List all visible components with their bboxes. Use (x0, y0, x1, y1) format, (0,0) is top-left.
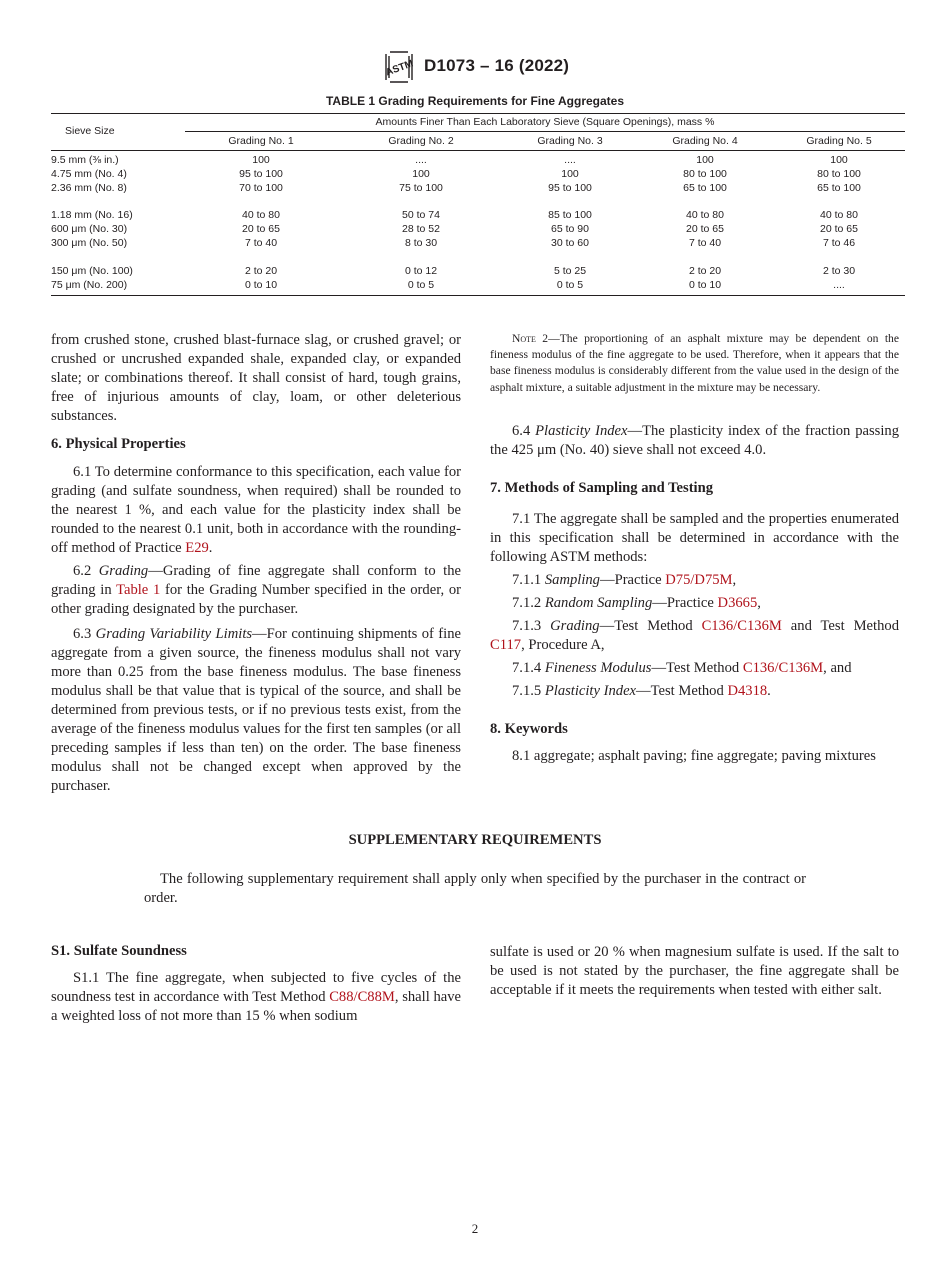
paragraph-7-1-1-end: , (732, 572, 737, 588)
value-cell: 2 to 20 (244, 265, 278, 277)
paragraph-8-1: 8.1 aggregate; asphalt paving; fine aggregate; paving mixtures (512, 748, 876, 764)
value-cell: 65 to 100 (683, 182, 727, 194)
paragraph-7-1-3 (490, 617, 899, 655)
paragraph-6-4-term: Plasticity Index (535, 423, 628, 439)
sieve-cell: 75 μm (No. 200) (51, 279, 128, 291)
value-cell: 40 to 80 (242, 209, 280, 221)
value-cell: 28 to 52 (402, 223, 440, 235)
supplementary-title: SUPPLEMENTARY REQUIREMENTS (348, 832, 602, 848)
page-number: 2 (471, 1221, 479, 1236)
value-cell: 80 to 100 (683, 168, 727, 180)
value-cell: 8 to 30 (404, 237, 438, 249)
value-cell: .... (415, 154, 427, 166)
e29-link[interactable]: E29 (185, 540, 209, 556)
paragraph-7-1-5-term: Plasticity Index (544, 683, 637, 699)
standard-designation: D1073 – 16 (2022) (424, 56, 570, 75)
sieve-cell: 2.36 mm (No. 8) (51, 182, 127, 194)
paragraph-6-2-term: Grading (98, 563, 149, 579)
value-cell: 50 to 74 (402, 209, 440, 221)
paragraph-7-1-5-number: 7.1.5 (512, 683, 545, 699)
sieve-cell: 9.5 mm (⅜ in.) (51, 154, 119, 166)
value-cell: 2 to 20 (688, 265, 722, 277)
sieve-cell: 1.18 mm (No. 16) (51, 209, 133, 221)
column-header: Grading No. 4 (672, 135, 738, 147)
paragraph-7-1-3-text: —Test Method (599, 618, 702, 634)
value-cell: 7 to 40 (244, 237, 278, 249)
column-header: Grading No. 1 (228, 135, 294, 147)
value-cell: 40 to 80 (820, 209, 858, 221)
paragraph-7-1-3-end: , Procedure A, (521, 637, 605, 653)
paragraph-6-1-text: 6.1 To determine conformance to this specification, each value for grading (and sulfate soundness, when required) shall be rounded to the nearest 1 %, and each value for the plasticity index shall be rounded to the nearest 0.1 unit, both in accordance with the rounding-off method of Practice (51, 464, 461, 556)
paragraph-7-1-4-text: —Test Method (651, 660, 743, 676)
value-cell: 80 to 100 (817, 168, 861, 180)
value-cell: 100 (412, 168, 430, 180)
sieve-cell: 300 μm (No. 50) (51, 237, 128, 249)
value-cell: 100 (252, 154, 270, 166)
column-header: Grading No. 5 (806, 135, 872, 147)
paragraph-7-1-5 (490, 682, 899, 701)
d3665-link[interactable]: D3665 (717, 595, 758, 611)
paragraph-6-3-term: Grading Variability Limits (95, 626, 253, 642)
value-cell: 95 to 100 (239, 168, 283, 180)
paragraph-7-1-4-number: 7.1.4 (512, 660, 545, 676)
table-top-rule (51, 113, 905, 114)
column-header: Grading No. 3 (537, 135, 603, 147)
sieve-size-header: Sieve Size (65, 125, 115, 137)
section-8-heading: 8. Keywords (490, 721, 568, 737)
sieve-cell: 600 μm (No. 30) (51, 223, 128, 235)
astm-logo (380, 50, 418, 84)
paragraph-7-1-5-text: —Test Method (636, 683, 728, 699)
paragraph-7-1-2-term: Random Sampling (544, 595, 653, 611)
note-2 (490, 331, 899, 396)
d75-link[interactable]: D75/D75M (665, 572, 733, 588)
value-cell: 20 to 65 (820, 223, 858, 235)
paragraph-7-1-3-mid: and Test Method (781, 618, 899, 634)
section-7-heading: 7. Methods of Sampling and Testing (490, 480, 714, 496)
paragraph-7-1-4 (490, 659, 899, 678)
value-cell: 2 to 30 (822, 265, 856, 277)
value-cell: .... (564, 154, 576, 166)
amounts-finer-header: Amounts Finer Than Each Laboratory Sieve (Square Openings), mass % (375, 116, 715, 128)
note-2-text: 2—The proportioning of an asphalt mixture may be dependent on the fineness modulus of the fine aggregate to be used. Therefore, when it appears that the base fineness modulus is considerably different from the value used in the design of the asphalt mixture, a suitable adjustment in the mixture may be necessary. (490, 332, 899, 394)
value-cell: 20 to 65 (242, 223, 280, 235)
table-1-link[interactable]: Table 1 (116, 582, 161, 598)
supplementary-intro: The following supplementary requirement shall apply only when specified by the purchaser in the contract or order. (144, 871, 806, 906)
c136-link[interactable]: C136/C136M (701, 618, 782, 634)
value-cell: 7 to 40 (688, 237, 722, 249)
value-cell: 5 to 25 (553, 265, 587, 277)
sieve-cell: 150 μm (No. 100) (51, 265, 133, 277)
table-group-rule (185, 131, 905, 132)
paragraph-7-1-3-number: 7.1.3 (512, 618, 551, 634)
continued-paragraph: from crushed stone, crushed blast-furnace slag, or crushed gravel; or crushed or uncrushed expanded shale, expanded clay, or expanded slate; or combinations thereof. It shall consist of hard, tough grains, free of injurious amounts of clay, loam, or other deleterious substances. (51, 332, 461, 424)
value-cell: 20 to 65 (686, 223, 724, 235)
paragraph-s1-1 (51, 969, 461, 1026)
paragraph-6-4-number: 6.4 (512, 423, 536, 439)
paragraph-6-4 (490, 422, 899, 460)
value-cell: 0 to 5 (407, 279, 435, 291)
paragraph-6-3 (51, 625, 461, 796)
paragraph-s1-1-text: S1.1 The fine aggregate, when subjected to five cycles of the soundness test in accordance with Test Method (51, 970, 461, 1005)
section-6-heading: 6. Physical Properties (51, 436, 186, 452)
s1-heading: S1. Sulfate Soundness (51, 943, 187, 959)
paragraph-7-1: 7.1 The aggregate shall be sampled and the properties enumerated in this specification shall be determined in accordance with the following ASTM methods: (490, 511, 899, 565)
paragraph-7-1-2-text: —Practice (652, 595, 718, 611)
value-cell: 0 to 10 (244, 279, 278, 291)
paragraph-6-4-text: —The plasticity index of the fraction passing the 425 μm (No. 40) sieve shall not exceed 4.0. (490, 423, 899, 458)
paragraph-6-2-text: —Grading of fine aggregate shall conform to the grading in (51, 563, 462, 598)
paragraph-6-1 (51, 463, 461, 558)
value-cell: 0 to 5 (556, 279, 584, 291)
value-cell: 100 (696, 154, 714, 166)
value-cell: 65 to 90 (551, 223, 589, 235)
sieve-cell: 4.75 mm (No. 4) (51, 168, 127, 180)
page-header (0, 50, 950, 86)
paragraph-7-1-1-text: —Practice (599, 572, 666, 588)
paragraph-6-2 (51, 562, 461, 619)
paragraph-6-2-end: for the Grading Number specified in the order, or other grading designated by the purchaser. (51, 582, 461, 617)
table-bottom-rule (51, 295, 905, 296)
paragraph-7-1-2-number: 7.1.2 (512, 595, 545, 611)
c117-link[interactable]: C117 (490, 637, 522, 653)
table-title: TABLE 1 Grading Requirements for Fine Aggregates (325, 94, 625, 108)
value-cell: 7 to 46 (822, 237, 856, 249)
d4318-link[interactable]: D4318 (727, 683, 768, 699)
paragraph-7-1-1-number: 7.1.1 (512, 572, 545, 588)
c136-link-2[interactable]: C136/C136M (742, 660, 824, 676)
value-cell: 30 to 60 (551, 237, 589, 249)
paragraph-6-3-number: 6.3 (73, 626, 96, 642)
paragraph-6-3-text: —For continuing shipments of fine aggregate from a given source, the fineness modulus shall not vary more than 0.25 from the base fineness modulus. The base fineness modulus shall be that value that is typical of the source, and shall be determined from previous tests, or if no previous tests exist, from the average of the fineness modulus values for the first ten samples (or all preceding samples if less than ten) on the order. The base fineness modulus shall not be changed except when approved by the purchaser. (51, 626, 461, 794)
paragraph-7-1-4-term: Fineness Modulus (544, 660, 652, 676)
paragraph-7-1-2-end: , (757, 595, 761, 611)
paragraph-7-1-5-end: . (767, 683, 771, 699)
paragraph-6-1-end: . (208, 540, 213, 556)
paragraph-7-1-1 (490, 571, 899, 590)
c88-link[interactable]: C88/C88M (329, 989, 395, 1005)
value-cell: 75 to 100 (399, 182, 443, 194)
paragraph-7-1-3-term: Grading (550, 618, 600, 634)
value-cell: 70 to 100 (239, 182, 283, 194)
value-cell: 85 to 100 (548, 209, 592, 221)
astm-logo-text: ASTM (384, 58, 415, 79)
value-cell: 65 to 100 (817, 182, 861, 194)
paragraph-s1-1-end: , shall have a weighted loss of not more than 15 % when sodium (51, 989, 461, 1024)
value-cell: 100 (561, 168, 579, 180)
value-cell: 40 to 80 (686, 209, 724, 221)
paragraph-7-1-1-term: Sampling (544, 572, 600, 588)
paragraph-7-1-4-end: , and (823, 660, 852, 676)
paragraph-s1-1-continued: sulfate is used or 20 % when magnesium sulfate is used. If the salt to be used is not stated by the purchaser, the fine aggregate shall be acceptable if it meets the requirements when tested with either salt. (490, 944, 899, 998)
paragraph-7-1-2 (490, 594, 899, 613)
value-cell: 95 to 100 (548, 182, 592, 194)
table-header-rule (51, 150, 905, 151)
note-label: Note (512, 332, 536, 345)
paragraph-6-2-number: 6.2 (73, 563, 99, 579)
value-cell: .... (833, 279, 845, 291)
value-cell: 0 to 10 (688, 279, 722, 291)
value-cell: 100 (830, 154, 848, 166)
value-cell: 0 to 12 (404, 265, 438, 277)
column-header: Grading No. 2 (388, 135, 454, 147)
